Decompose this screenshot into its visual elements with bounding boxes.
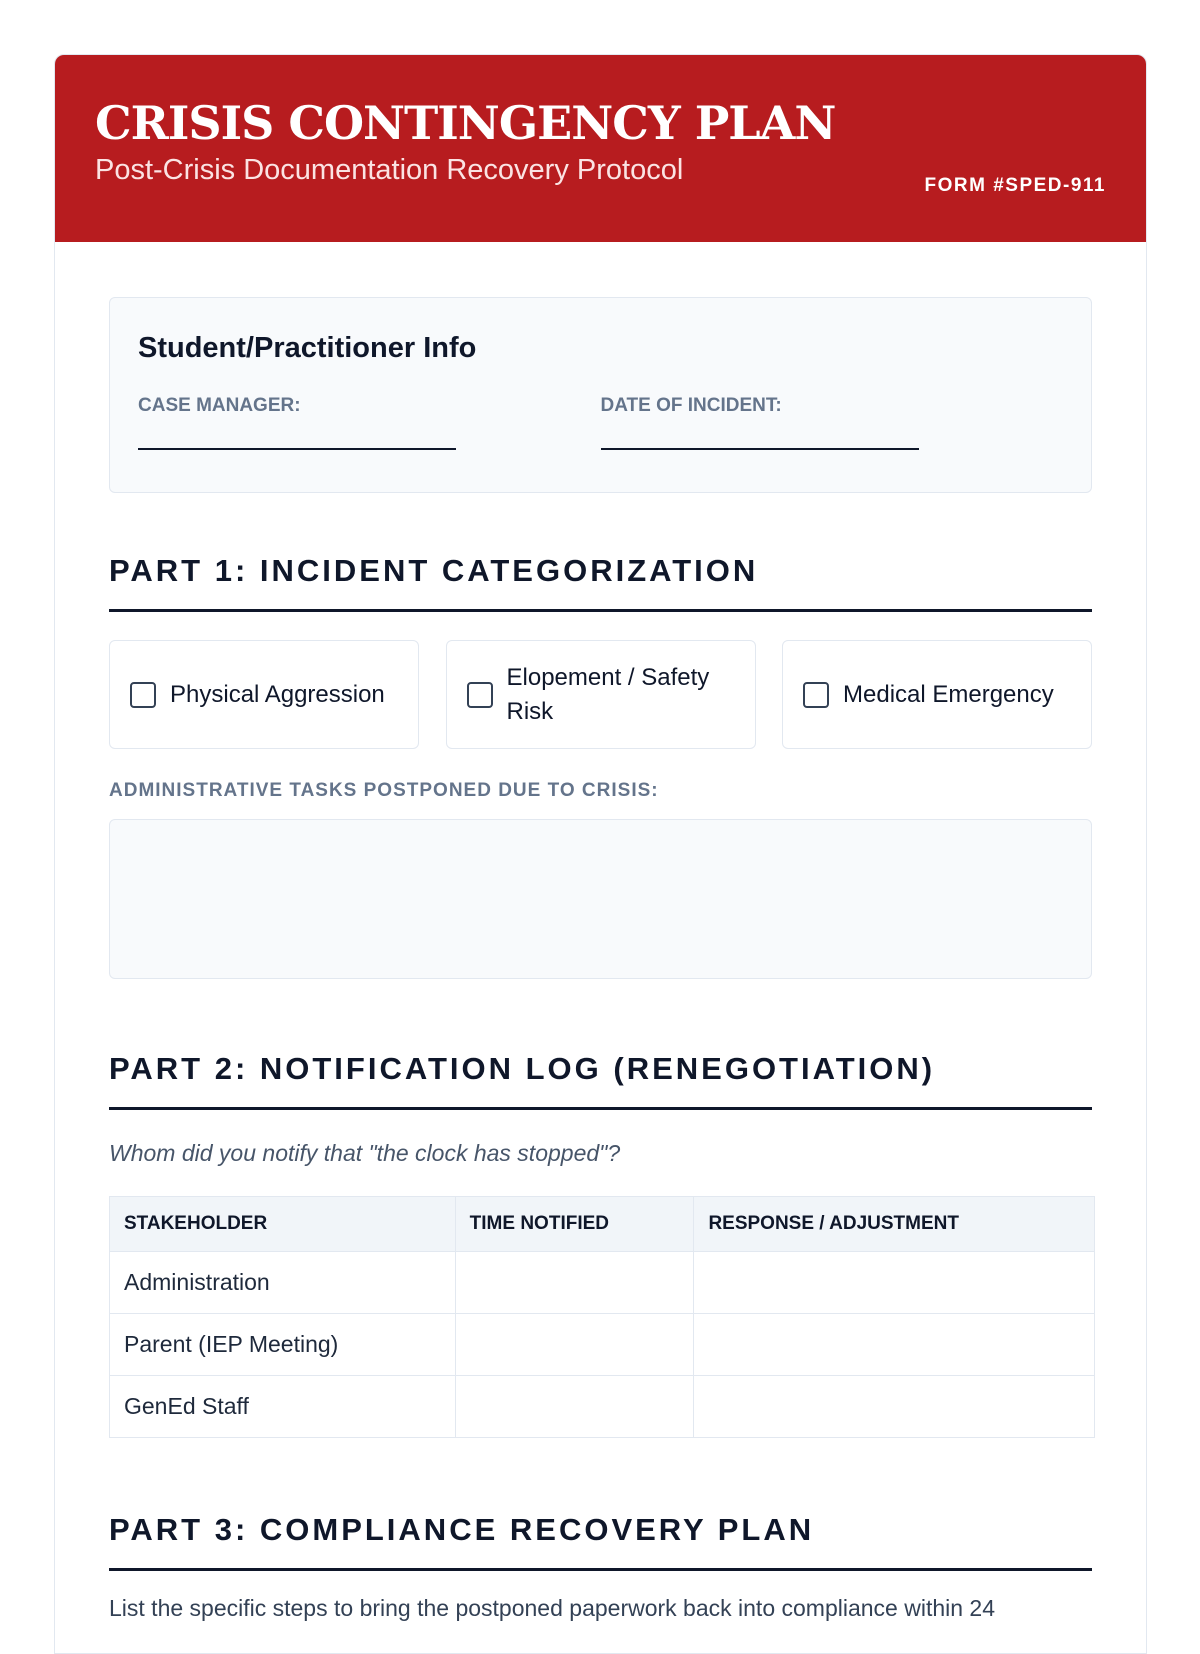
option-medical-emergency[interactable] bbox=[782, 640, 1092, 749]
case-manager-line[interactable] bbox=[138, 448, 456, 450]
option-label: Physical Aggression bbox=[170, 680, 385, 708]
table-row bbox=[110, 1252, 1095, 1314]
table-row bbox=[110, 1314, 1095, 1376]
option-label: Elopement / Safety Risk bbox=[506, 663, 710, 725]
recovery-instructions: List the specific steps to bring the postponed paperwork back into compliance within 24 bbox=[109, 1595, 996, 1621]
response-cell[interactable] bbox=[694, 1252, 1095, 1314]
incident-date-label: DATE OF INCIDENT: bbox=[600, 395, 782, 416]
incident-options bbox=[109, 640, 1092, 749]
info-grid bbox=[138, 394, 1063, 450]
case-manager-label: CASE MANAGER: bbox=[138, 395, 301, 416]
table-header-row bbox=[110, 1197, 1095, 1252]
form-sheet bbox=[54, 54, 1147, 1654]
info-box bbox=[109, 297, 1092, 493]
column-header: RESPONSE / ADJUSTMENT bbox=[694, 1197, 1095, 1252]
form-title: CRISIS CONTINGENCY PLAN bbox=[95, 96, 836, 150]
checkbox-icon[interactable] bbox=[130, 682, 156, 708]
table-row bbox=[110, 1376, 1095, 1438]
time-cell[interactable] bbox=[455, 1314, 694, 1376]
postponed-tasks-label: ADMINISTRATIVE TASKS POSTPONED DUE TO CRISIS: bbox=[109, 780, 659, 801]
postponed-tasks-textarea[interactable] bbox=[109, 819, 1092, 979]
notification-table bbox=[109, 1196, 1095, 1438]
stakeholder-cell: Parent (IEP Meeting) bbox=[110, 1314, 456, 1376]
time-cell[interactable] bbox=[455, 1376, 694, 1438]
checkbox-icon[interactable] bbox=[803, 682, 829, 708]
form-number: FORM #SPED-911 bbox=[924, 175, 1106, 196]
stakeholder-cell: GenEd Staff bbox=[110, 1376, 456, 1438]
option-label: Medical Emergency bbox=[843, 680, 1054, 708]
time-cell[interactable] bbox=[455, 1252, 694, 1314]
part3-title: PART 3: COMPLIANCE RECOVERY PLAN bbox=[109, 1510, 1092, 1571]
form-subtitle: Post-Crisis Documentation Recovery Protocol bbox=[95, 154, 684, 186]
response-cell[interactable] bbox=[694, 1314, 1095, 1376]
incident-date-line[interactable] bbox=[601, 448, 919, 450]
part2-title: PART 2: NOTIFICATION LOG (RENEGOTIATION) bbox=[109, 1049, 1092, 1110]
option-physical-aggression[interactable] bbox=[109, 640, 419, 749]
checkbox-icon[interactable] bbox=[467, 682, 493, 708]
header-banner bbox=[55, 55, 1146, 242]
stakeholder-cell: Administration bbox=[110, 1252, 456, 1314]
info-title: Student/Practitioner Info bbox=[138, 332, 477, 364]
notification-prompt: Whom did you notify that "the clock has stopped"? bbox=[109, 1140, 621, 1166]
column-header: TIME NOTIFIED bbox=[455, 1197, 694, 1252]
part1-title: PART 1: INCIDENT CATEGORIZATION bbox=[109, 551, 1092, 612]
option-elopement[interactable] bbox=[446, 640, 756, 749]
incident-date-field bbox=[601, 394, 1064, 450]
response-cell[interactable] bbox=[694, 1376, 1095, 1438]
case-manager-field bbox=[138, 394, 601, 450]
column-header: STAKEHOLDER bbox=[110, 1197, 456, 1252]
form-content bbox=[55, 242, 1146, 1623]
